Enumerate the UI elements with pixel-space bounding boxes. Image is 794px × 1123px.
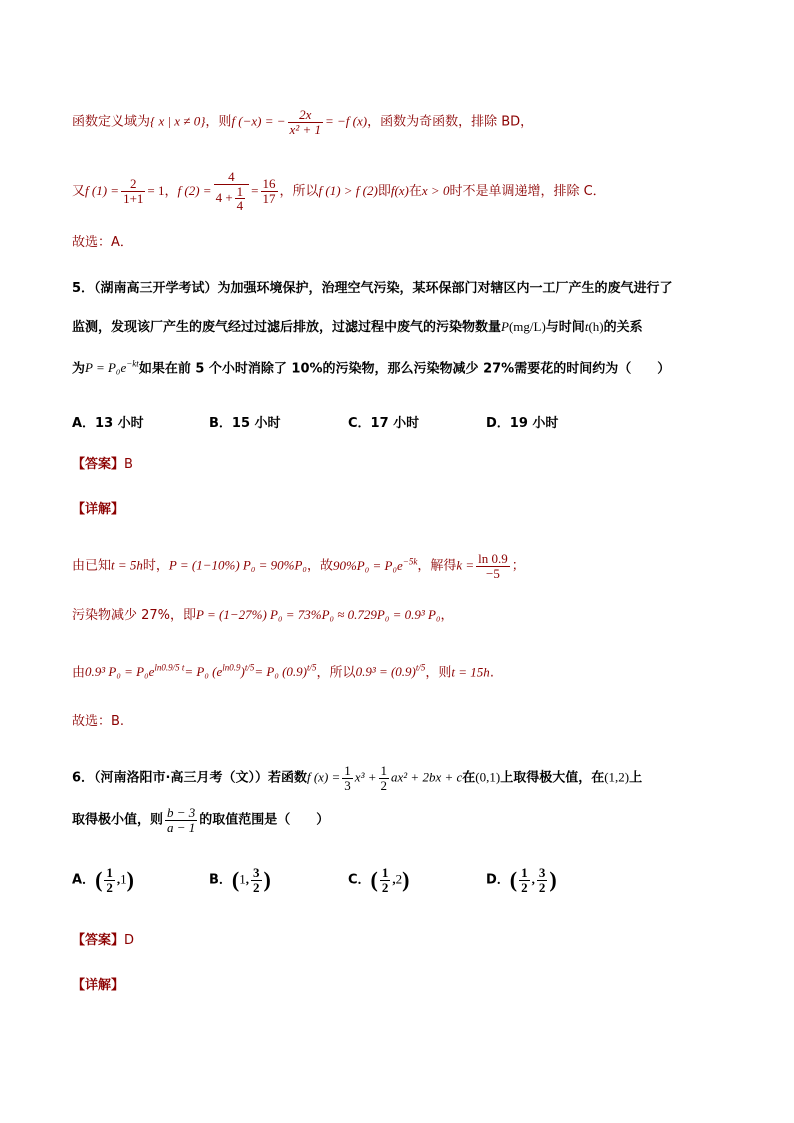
fraction <box>519 866 530 894</box>
q6-choice-c <box>348 866 409 894</box>
fraction <box>251 866 262 894</box>
fraction <box>104 866 115 894</box>
formula-base: P = P₀e <box>85 360 127 376</box>
text: ， <box>440 608 454 623</box>
math-expr: x³ + <box>354 769 377 785</box>
math-expr: ax² + 2bx + c <box>391 769 463 785</box>
comma: , <box>245 871 249 887</box>
text: 函数定义域为 <box>72 114 151 130</box>
answer-tag: 【答案】 <box>72 933 125 948</box>
denominator: 2 <box>538 879 546 895</box>
numerator: 1 <box>236 183 244 199</box>
numerator: 1 <box>381 865 389 880</box>
close-paren: ) <box>126 867 134 893</box>
denominator-part: 4 + <box>215 189 233 205</box>
formula-exponent: −kt <box>126 359 139 369</box>
fraction <box>121 177 145 205</box>
text: 污染物减少 27%，即 <box>72 608 197 623</box>
text: 时， <box>142 558 169 574</box>
text: ，解得 <box>417 558 457 574</box>
answer-value: B <box>124 457 133 472</box>
math-expr <box>254 664 316 679</box>
open-paren: ( <box>95 867 103 893</box>
numerator: ln 0.9 <box>478 551 508 566</box>
text: ，故 <box>306 558 333 574</box>
q5-choice-d: D．19 小时 <box>486 416 559 431</box>
expr-base: 90%P₀ = P₀e <box>332 557 403 573</box>
denominator: 17 <box>262 190 276 206</box>
numerator: 3 <box>538 865 546 880</box>
math-expr: f(x) <box>390 182 409 198</box>
text: 为 <box>72 361 86 377</box>
conclusion-a: 故选：A． <box>72 235 133 250</box>
q5-solution-step2 <box>72 608 454 622</box>
fraction <box>476 552 510 580</box>
nested-fraction <box>235 185 246 213</box>
math-expr <box>356 664 426 679</box>
numerator: 3 <box>253 865 260 880</box>
text: 与时间 <box>545 320 585 335</box>
q6-choice-d <box>486 866 557 894</box>
text: ，所以 <box>316 665 356 681</box>
q5-conclusion: 故选：B. <box>72 714 125 729</box>
text: 在 <box>408 183 422 199</box>
math-expr: = <box>251 182 259 198</box>
expr-base: 0.9³ P₀ = P₀e <box>85 664 155 680</box>
text: ，则 <box>205 114 232 130</box>
denominator: 3 <box>344 777 351 793</box>
fraction <box>261 177 278 205</box>
math-interval: (1,2) <box>604 769 630 785</box>
choice-label: B． <box>209 872 232 888</box>
math-expr <box>85 664 184 679</box>
numerator: 1 <box>521 865 528 880</box>
denominator: 2 <box>106 879 113 895</box>
q5-stem-line1: 5．（湖南高三开学考试）为加强环境保护，治理空气污染，某环保部门对辖区内一工厂产生的废气进行了 <box>72 281 673 296</box>
q5-choice-a: A．13 小时 <box>72 416 144 431</box>
text: 由已知 <box>72 558 112 574</box>
open-paren: ( <box>231 867 240 893</box>
denominator: 2 <box>380 777 387 793</box>
math-unit: (h) <box>588 319 604 334</box>
q6-detail-tag: 【详解】 <box>72 978 125 993</box>
text: 如果在前 5 个小时消除了 10%的污染物，那么污染物减少 27%需要花的时间约为（ ） <box>138 361 671 377</box>
q5-choice-b: B．15 小时 <box>209 416 281 431</box>
numerator: 2 <box>121 177 145 192</box>
q6-stem-line1 <box>72 764 642 792</box>
text: ， <box>164 183 178 199</box>
expr-exponent: ln0.9 <box>222 663 241 673</box>
math-expr: f (2) = <box>177 182 212 198</box>
expr-exponent: −5k <box>402 556 418 567</box>
math-expr: P = (1−10%) P₀ = 90%P₀ <box>168 557 307 573</box>
q6-choice-a <box>72 866 134 894</box>
fraction <box>380 866 391 894</box>
text: 取得极小值，则 <box>72 812 164 828</box>
number: 1 <box>120 871 127 887</box>
math-expr: P = (1−27%) P₀ = 73%P₀ ≈ 0.729P₀ = 0.9³ P₀ <box>196 607 441 622</box>
fraction <box>379 764 390 792</box>
math-set: { x | x ≠ 0} <box>150 113 206 129</box>
fraction <box>537 866 548 894</box>
denominator: 4 <box>236 198 244 214</box>
text: 上取得极大值，在 <box>500 770 605 786</box>
expr-exponent: ln0.9/5 t <box>154 663 185 673</box>
denominator: x² + 1 <box>289 121 321 137</box>
denominator: −5 <box>486 565 500 581</box>
denominator <box>214 185 250 213</box>
text: 上 <box>629 770 643 786</box>
q5-answer <box>72 458 133 471</box>
comma: , <box>116 871 121 887</box>
solution-line-domain <box>72 108 533 136</box>
expr-base: 0.9³ = (0.9) <box>355 664 416 680</box>
math-unit: (mg/L) <box>508 319 546 334</box>
math-formula <box>85 360 139 375</box>
text: ，函数为奇函数，排除 BD， <box>367 114 534 130</box>
math-var: P <box>501 319 509 334</box>
math-expr: f (1) = <box>85 182 120 198</box>
expr-base: = P₀ (0.9) <box>254 664 308 680</box>
close-paren: ) <box>402 867 410 893</box>
q5-choice-c: C．17 小时 <box>348 416 420 431</box>
text: ，则 <box>425 665 452 681</box>
math-expr: = −f (x) <box>325 113 368 129</box>
denominator: 2 <box>253 879 260 895</box>
answer-tag: 【答案】 <box>72 457 125 472</box>
text: 6．（河南洛阳市·高三月考（文））若函数 <box>72 770 307 786</box>
text: 在 <box>462 770 476 786</box>
q5-solution-step1 <box>72 552 525 580</box>
open-paren: ( <box>509 867 518 893</box>
math-expr: = 1 <box>147 182 165 198</box>
fraction <box>288 108 323 136</box>
comma: , <box>392 871 396 887</box>
denominator: 1+1 <box>123 190 144 206</box>
math-var: t <box>584 319 589 334</box>
text: 监测，发现该厂产生的废气经过过滤后排放，过滤过程中废气的污染物数量 <box>72 320 502 335</box>
math-expr: f (−x) = − <box>231 113 286 129</box>
text: 的取值范围是（ ） <box>199 812 330 828</box>
numerator: 1 <box>106 865 113 880</box>
choice-label: C． <box>348 872 371 888</box>
denominator: a − 1 <box>167 819 196 835</box>
math-expr: f (x) = <box>306 769 341 785</box>
expr-exponent: t/5 <box>244 663 255 673</box>
q6-answer <box>72 934 134 947</box>
number: 1 <box>239 871 246 887</box>
q6-stem-line2 <box>72 806 329 834</box>
number: 2 <box>395 871 403 887</box>
numerator: 2x <box>288 108 323 123</box>
q6-choice-b <box>209 866 271 894</box>
open-paren: ( <box>370 867 378 893</box>
text: 时不是单调递增，排除 C． <box>449 183 606 199</box>
numerator: b − 3 <box>167 805 196 820</box>
text: 又 <box>72 183 86 199</box>
q5-stem-line3 <box>72 360 670 375</box>
fraction <box>165 806 197 834</box>
choice-label: D． <box>486 872 510 888</box>
fraction <box>214 170 250 213</box>
math-expr: t = 5h <box>111 557 143 573</box>
math-expr <box>333 558 417 573</box>
math-expr: f (1) > f (2) <box>318 182 378 198</box>
text: ，所以 <box>279 183 319 199</box>
denominator: 2 <box>381 879 389 895</box>
text: . <box>489 665 494 681</box>
expr-exponent: t/5 <box>415 663 426 673</box>
text: ； <box>511 558 525 574</box>
numerator: 1 <box>380 763 387 778</box>
expr-paren: ) <box>240 664 245 680</box>
q5-detail-tag: 【详解】 <box>72 502 125 517</box>
expr-base: = P₀ (e <box>184 664 223 680</box>
text: 由 <box>72 665 86 681</box>
numerator: 4 <box>214 170 250 185</box>
math-interval: (0,1) <box>475 769 501 785</box>
math-expr: x > 0 <box>421 182 450 198</box>
comma: , <box>531 871 535 887</box>
math-expr <box>184 664 254 679</box>
denominator: 2 <box>521 879 528 895</box>
close-paren: ) <box>549 867 557 893</box>
math-expr: k = <box>456 557 475 573</box>
text: 即 <box>377 183 391 199</box>
q5-stem-line2 <box>72 320 643 334</box>
text: 的关系 <box>603 320 643 335</box>
q5-solution-step3 <box>72 664 494 679</box>
answer-value: D <box>124 933 135 948</box>
solution-line-values <box>72 170 606 213</box>
fraction <box>342 764 353 792</box>
numerator: 1 <box>344 763 351 778</box>
expr-exponent: t/5 <box>307 663 317 673</box>
math-expr: t = 15h <box>451 664 490 680</box>
choice-label: A． <box>72 872 96 888</box>
numerator: 16 <box>262 176 276 192</box>
close-paren: ) <box>263 867 271 893</box>
